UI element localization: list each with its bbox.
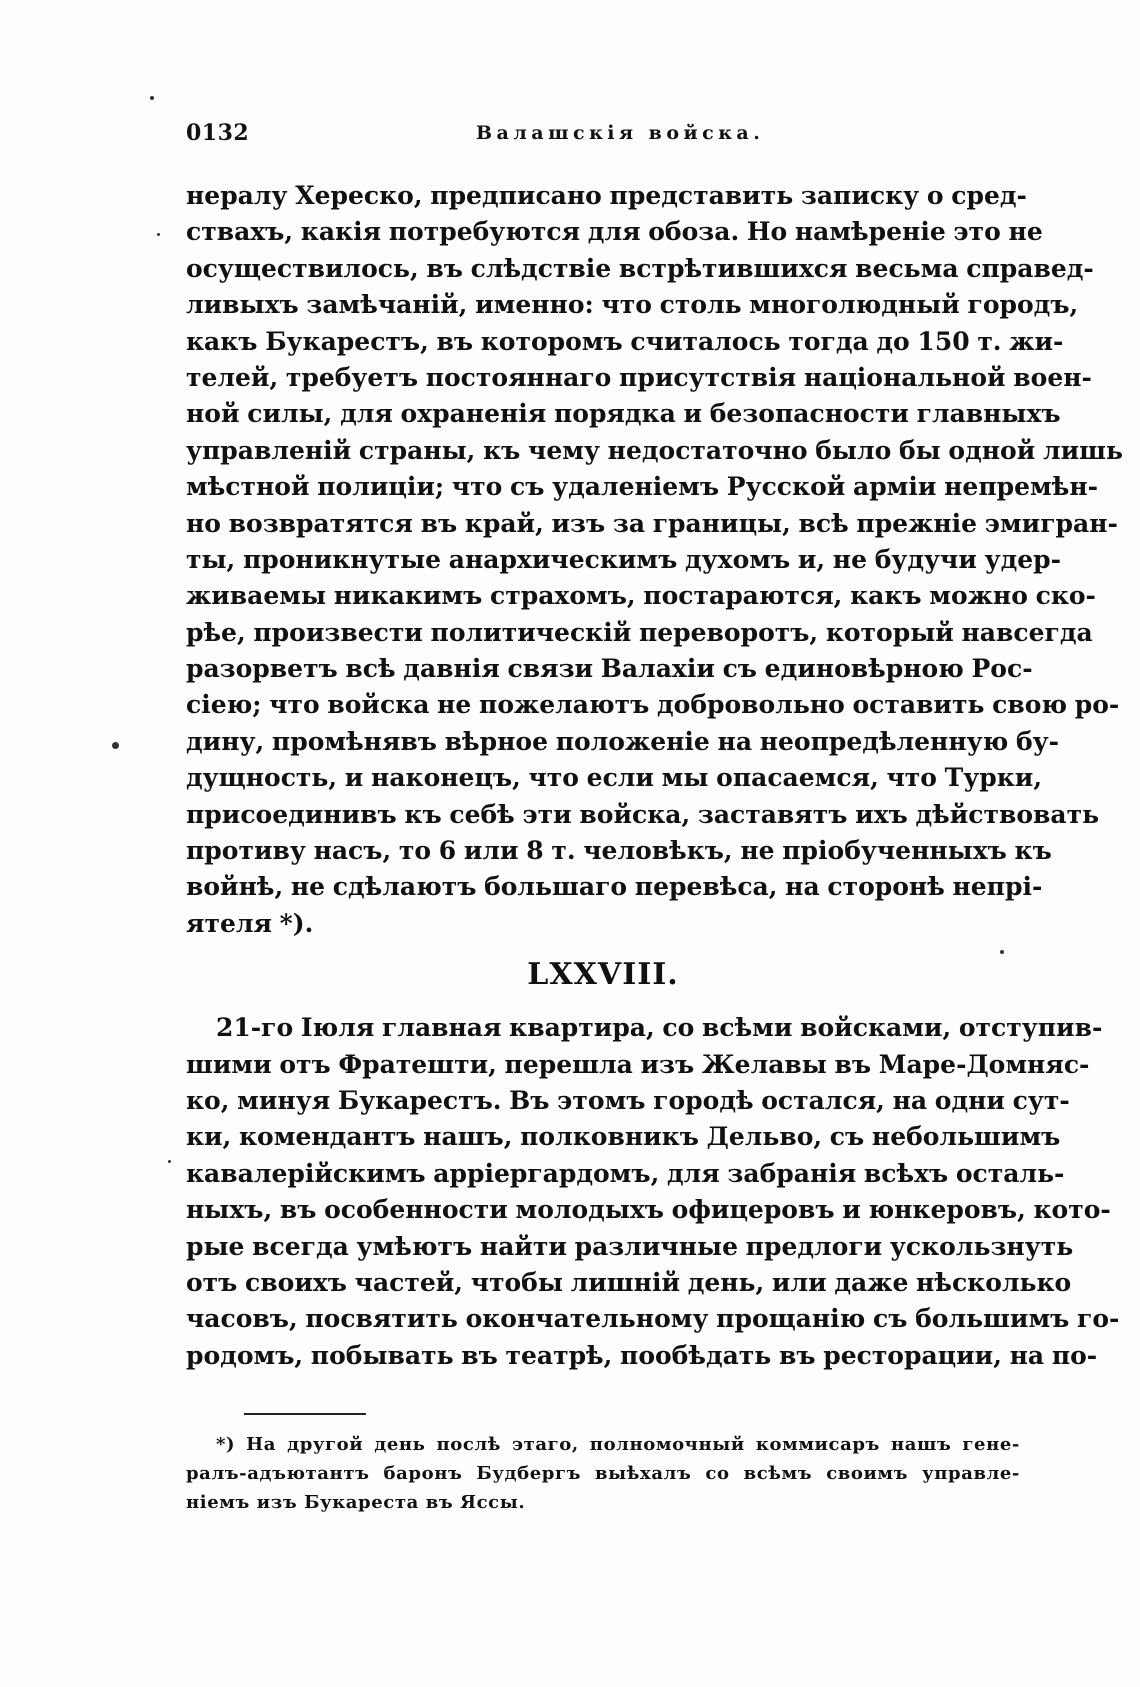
text-line: отъ своихъ частей, чтобы лишній день, или даже нѣсколько xyxy=(186,1267,1072,1297)
text-line: рѣе, произвести политическій переворотъ, который навсегда xyxy=(186,617,1093,647)
text-line: мѣстной полиціи; что съ удаленіемъ Русской арміи непремѣн- xyxy=(186,472,1098,502)
footnote-line: ніемъ изъ Букареста въ Яссы. xyxy=(186,1492,526,1513)
text-line: нералу Хереско, предписано представить записку о сред- xyxy=(186,181,1027,210)
text-line: осуществилось, въ слѣдствіе встрѣтившихся весьма справед- xyxy=(186,253,1094,283)
paragraph-2 xyxy=(186,1010,1120,1374)
scan-speck xyxy=(1000,950,1004,954)
scan-speck xyxy=(150,96,154,100)
body-text xyxy=(186,178,1123,1374)
text-line: но возвратятся въ край, изъ за границы, всѣ прежніе эмигран- xyxy=(186,508,1118,538)
text-line: ливыхъ замѣчаній, именно: что столь многолюдный городъ, xyxy=(186,290,1079,320)
running-title: Валашскія войска. xyxy=(476,122,765,144)
text-line: ко, минуя Букарестъ. Въ этомъ городѣ остался, на одни сут- xyxy=(186,1085,1070,1115)
text-line: шими отъ Фратешти, перешла изъ Желавы въ Маре-Домняс- xyxy=(186,1049,1090,1079)
page-number: 0132 xyxy=(186,120,250,146)
text-line: ты, проникнутые анархическимъ духомъ и, не будучи удер- xyxy=(186,544,1062,574)
scan-speck xyxy=(112,742,119,749)
text-line: войнѣ, не сдѣлаютъ большаго перевѣса, на сторонѣ непрі- xyxy=(186,872,1043,902)
scan-speck xyxy=(157,233,160,236)
text-line: дущность, и наконецъ, что если мы опасаемся, что Турки, xyxy=(186,763,1043,793)
text-line: ствахъ, какія потребуются для обоза. Но намѣреніе это не xyxy=(186,217,1043,247)
text-line: ной силы, для охраненія порядка и безопасности главныхъ xyxy=(186,399,1061,429)
text-line: управленій страны, къ чему недостаточно было бы одной лишь xyxy=(186,435,1123,465)
text-line: ныхъ, въ особенности молодыхъ офицеровъ и юнкеровъ, кото- xyxy=(186,1195,1111,1225)
text-line: какъ Букарестъ, въ которомъ считалось тогда до 150 т. жи- xyxy=(186,326,1064,356)
text-line: дину, промѣнявъ вѣрное положеніе на неопредѣленную бу- xyxy=(186,726,1060,756)
scan-speck xyxy=(168,1160,171,1163)
paragraph-1 xyxy=(186,178,1123,942)
text-line: ки, комендантъ нашъ, полковникъ Дельво, съ небольшимъ xyxy=(186,1122,1061,1152)
footnote-divider xyxy=(244,1413,366,1415)
text-line: присоединивъ къ себѣ эти войска, заставятъ ихъ дѣйствовать xyxy=(186,799,1100,829)
text-line: родомъ, побывать въ театрѣ, пообѣдать въ ресторации, на по- xyxy=(186,1340,1098,1370)
text-line: сіею; что войска не пожелаютъ добровольно оставить свою ро- xyxy=(186,690,1120,720)
section-heading: LXXVIII. xyxy=(527,957,679,993)
text-line: разорветъ всѣ давнія связи Валахіи съ единовѣрною Рос- xyxy=(186,654,1033,684)
footnote-line: *) На другой день послѣ этаго, полномочный коммисаръ нашъ гене- xyxy=(216,1434,1020,1455)
page-header xyxy=(186,120,1020,150)
text-line: рые всегда умѣютъ найти различные предлоги ускользнуть xyxy=(186,1231,1074,1261)
footnote xyxy=(186,1430,1020,1517)
text-line: телей, требуетъ постояннаго присутствія національной воен- xyxy=(186,362,1092,392)
text-line: кавалерійскимъ арріергардомъ, для забранія всѣхъ осталь- xyxy=(186,1158,1065,1188)
footnote-line: ралъ-адъютантъ баронъ Будбергъ выѣхалъ со всѣмъ своимъ управле- xyxy=(186,1463,1020,1484)
text-line: противу насъ, то 6 или 8 т. человѣкъ, не пріобученныхъ къ xyxy=(186,836,1052,866)
text-line: живаемы никакимъ страхомъ, постараются, какъ можно ско- xyxy=(186,581,1096,611)
text-line: ятеля *). xyxy=(186,908,314,938)
text-line: часовъ, посвятить окончательному прощанію съ большимъ го- xyxy=(186,1304,1120,1334)
text-line: 21-го Іюля главная квартира, со всѣми войсками, отступив- xyxy=(216,1013,1103,1043)
